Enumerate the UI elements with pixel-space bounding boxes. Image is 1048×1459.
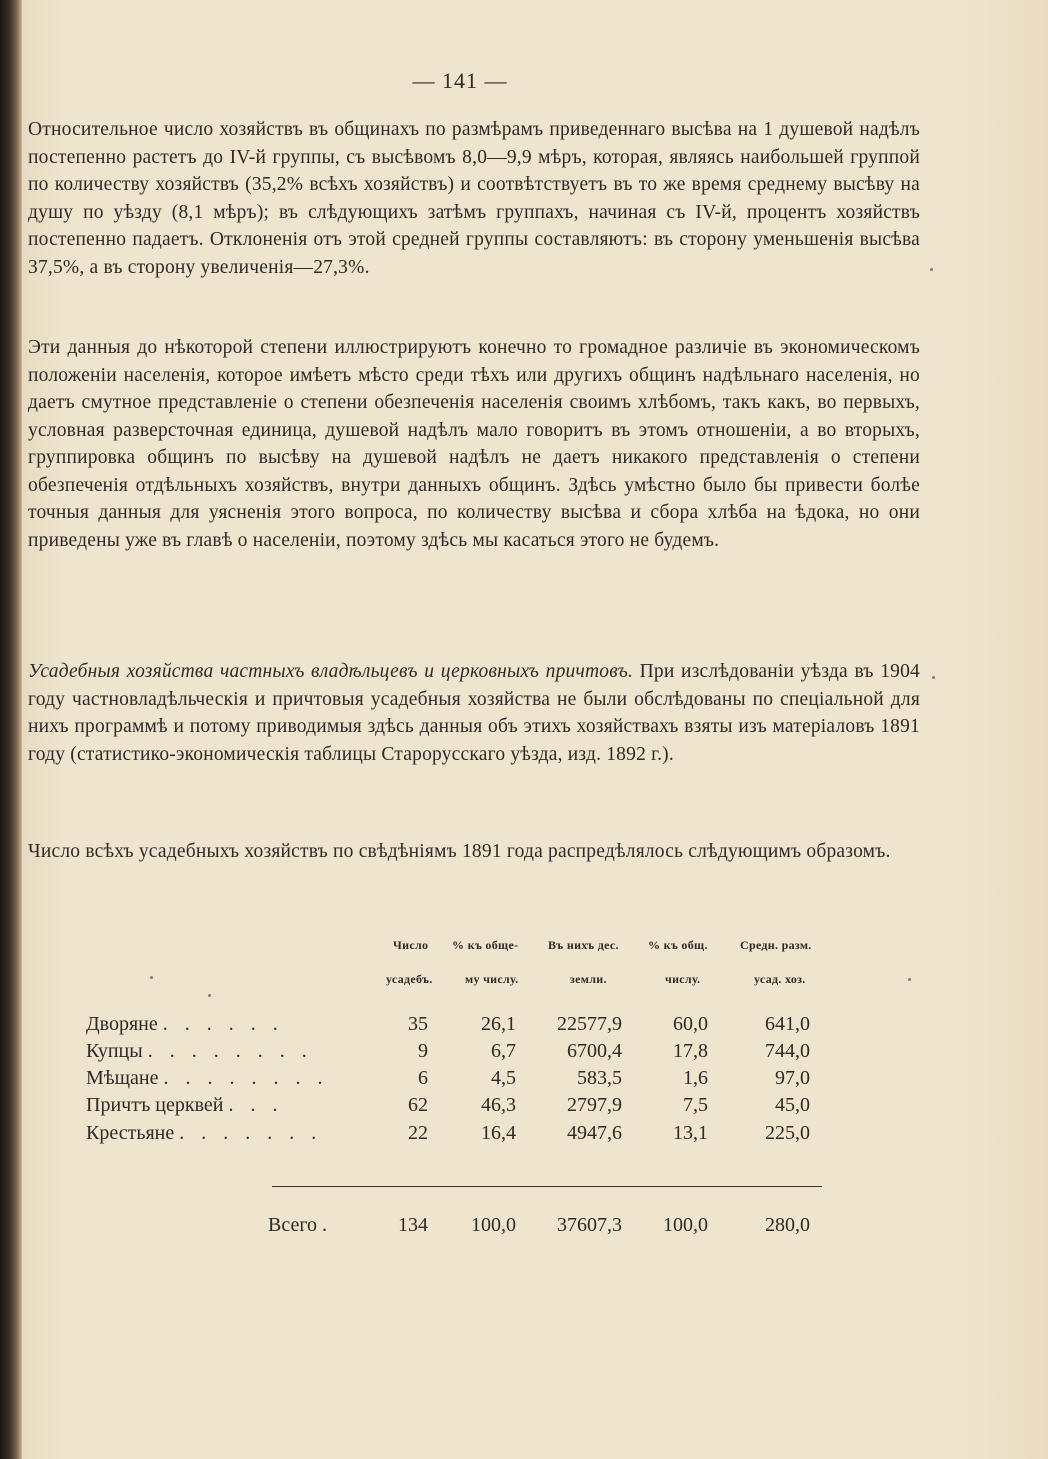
- row-label: Мѣщане: [86, 1067, 159, 1089]
- cell-pct: 46,3: [481, 1094, 516, 1116]
- cell-pct: 6,7: [491, 1040, 516, 1062]
- paragraph-3-text: При изслѣдованіи уѣзда въ 1904 году частновладѣльческія и причтовыя усадебныя хозяйства не были обслѣдованы по спеціальной для нихъ программѣ и потому приводимыя здѣсь данныя объ этихъ хозяйствахъ взяты изъ матеріаловъ 1891 году (статистико-экономическія таблицы Старорусскаго уѣзда, изд. 1892 г.).: [28, 661, 920, 765]
- header-land-bottom: земли.: [570, 972, 607, 986]
- paragraph-2: Эти данныя до нѣкоторой степени иллюстрируютъ конечно то громадное различіе въ экономическомъ положеніи населенія, которое имѣетъ мѣсто среди тѣхъ или другихъ общинъ надѣльнаго населенія, но даетъ смутное представленіе о степени обезпеченія населенія своимъ хлѣбомъ, такъ какъ, во первыхъ, условная разверсточная единица, душевой надѣлъ мало говоритъ въ этомъ отношеніи, а во вторыхъ, группировка общинъ по высѣву на душевой надѣлъ не даетъ никакого представленія о степени обезпеченія отдѣльныхъ хозяйствъ, внутри данныхъ общинъ. Здѣсь умѣстно было бы привести болѣе точныя данныя для уясненія этого вопроса, по количеству высѣва и сбора хлѣба на ѣдока, но они приведены уже въ главѣ о населеніи, поэтому здѣсь мы касаться этого не будемъ.: [28, 337, 920, 551]
- book-spine: [0, 0, 22, 1459]
- header-land-top: Въ нихъ дес.: [548, 938, 619, 952]
- row-label: Дворяне: [86, 1013, 158, 1035]
- cell-avg: 225,0: [765, 1122, 810, 1144]
- leader-dots: . . .: [228, 1094, 284, 1116]
- paper-speck: [208, 994, 211, 997]
- paper-speck: [932, 676, 935, 679]
- paragraph-3: [28, 658, 920, 768]
- leader-dots: . . . . . . . .: [163, 1067, 329, 1089]
- cell-land: 583,5: [577, 1067, 622, 1089]
- cell-pct: 26,1: [481, 1013, 516, 1035]
- row-label: Купцы: [86, 1040, 143, 1062]
- cell-land: 4947,6: [567, 1122, 622, 1144]
- leader-dots: . . . . . .: [162, 1013, 284, 1035]
- paragraph-4: Число всѣхъ усадебныхъ хозяйствъ по свѣдѣніямъ 1891 года распредѣлялось слѣдующимъ образомъ.: [28, 841, 891, 862]
- cell-count: 22: [408, 1122, 428, 1144]
- total-rule: [272, 1186, 822, 1187]
- cell-landpct: 7,5: [683, 1094, 708, 1116]
- cell-landpct: 60,0: [673, 1013, 708, 1035]
- cell-avg: 45,0: [775, 1094, 810, 1116]
- total-count: 134: [398, 1214, 428, 1236]
- header-pct-top: % къ обще-: [452, 938, 519, 952]
- cell-land: 22577,9: [557, 1013, 622, 1035]
- cell-count: 6: [418, 1067, 428, 1089]
- cell-count: 9: [418, 1040, 428, 1062]
- row-label: Крестьяне: [86, 1122, 175, 1144]
- cell-pct: 4,5: [491, 1067, 516, 1089]
- total-pct: 100,0: [471, 1214, 516, 1236]
- cell-count: 62: [408, 1094, 428, 1116]
- cell-avg: 744,0: [765, 1040, 810, 1062]
- header-landpct-top: % къ общ.: [648, 938, 708, 952]
- paragraph-1: Относительное число хозяйствъ въ общинахъ по размѣрамъ приведеннаго высѣва на 1 душевой надѣлъ постепенно растетъ до IV-й группы, съ высѣвомъ 8,0—9,9 мѣръ, которая, являясь наибольшей группой по количеству хозяйствъ (35,2% всѣхъ хозяйствъ) и соотвѣтствуетъ въ то же время среднему высѣву на душу по уѣзду (8,1 мѣръ); въ слѣдующихъ затѣмъ группахъ, начиная съ IV-й, процентъ хозяйствъ постепенно падаетъ. Отклоненія отъ этой средней группы составляютъ: въ сторону уменьшенія высѣва 37,5%, а въ сторону увеличенія—27,3%.: [28, 119, 920, 278]
- header-landpct-bottom: числу.: [665, 972, 701, 986]
- header-avg-bottom: усад. хоз.: [754, 972, 806, 986]
- cell-landpct: 17,8: [673, 1040, 708, 1062]
- cell-avg: 97,0: [775, 1067, 810, 1089]
- cell-landpct: 1,6: [683, 1067, 708, 1089]
- header-avg-top: Средн. разм.: [740, 938, 812, 952]
- section-heading: Усадебныя хозяйства частныхъ владѣльцевъ и церковныхъ причтовъ.: [28, 661, 634, 682]
- leader-dots: . . . . . . . .: [147, 1040, 313, 1062]
- page-number: — 141 —: [412, 68, 508, 93]
- header-count-bottom: усадебъ.: [386, 972, 433, 986]
- row-label: Причтъ церквей: [86, 1094, 224, 1116]
- total-land: 37607,3: [557, 1214, 622, 1236]
- cell-pct: 16,4: [481, 1122, 516, 1144]
- paper-speck: [150, 976, 153, 979]
- leader-dots: . . . . . . .: [179, 1122, 323, 1144]
- cell-avg: 641,0: [765, 1013, 810, 1035]
- total-landpct: 100,0: [663, 1214, 708, 1236]
- leader-dots: .: [322, 1214, 328, 1236]
- paper-speck: [930, 268, 933, 271]
- cell-count: 35: [408, 1013, 428, 1035]
- cell-land: 2797,9: [567, 1094, 622, 1116]
- paper-speck: [908, 978, 911, 981]
- total-label: Всего: [268, 1214, 318, 1236]
- cell-landpct: 13,1: [673, 1122, 708, 1144]
- header-pct-bottom: му числу.: [465, 972, 519, 986]
- total-avg: 280,0: [765, 1214, 810, 1236]
- cell-land: 6700,4: [567, 1040, 622, 1062]
- header-count-top: Число: [393, 938, 429, 952]
